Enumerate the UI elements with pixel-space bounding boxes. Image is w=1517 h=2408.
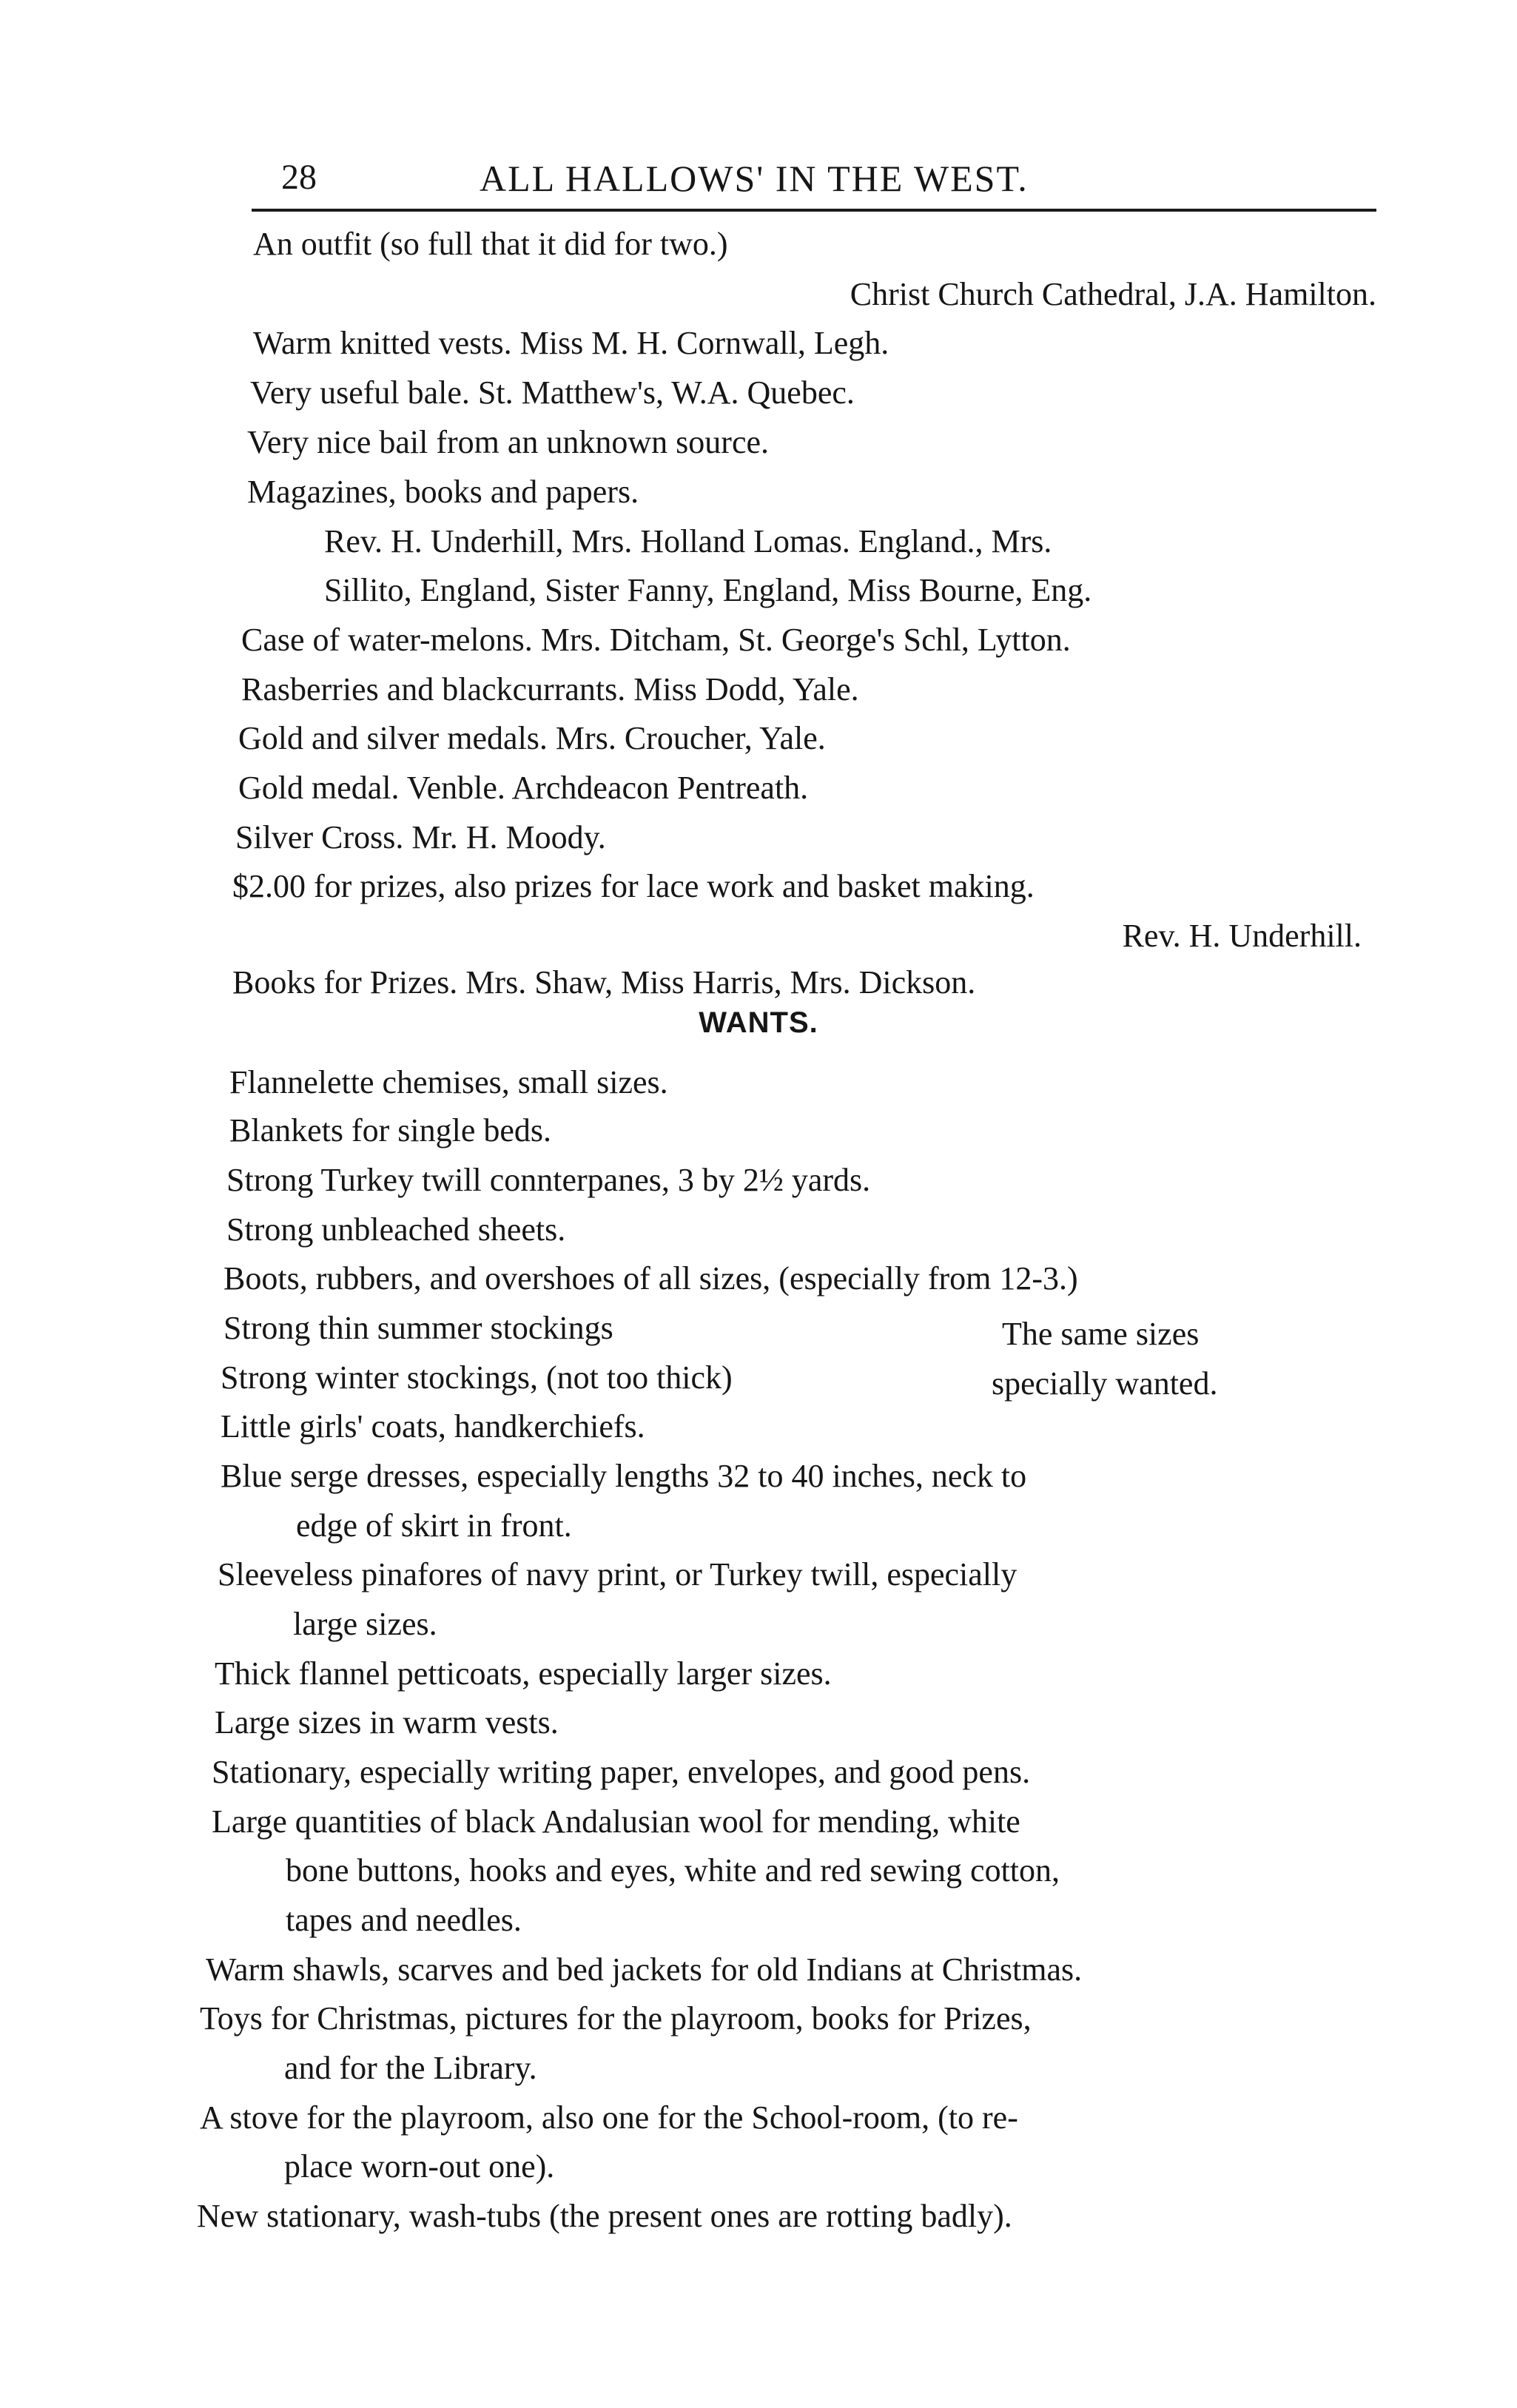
want-line: and for the Library.	[284, 2050, 537, 2086]
donation-line: Gold and silver medals. Mrs. Croucher, Yale.	[238, 720, 826, 756]
donation-line: Christ Church Cathedral, J.A. Hamilton.	[850, 276, 1376, 312]
want-line: Warm shawls, scarves and bed jackets for old Indians at Christmas.	[206, 1951, 1083, 1988]
want-line: Strong thin summer stockings	[223, 1310, 613, 1346]
donation-line: Magazines, books and papers.	[247, 474, 639, 510]
donation-line: Rev. H. Underhill, Mrs. Holland Lomas. England., Mrs.	[324, 523, 1052, 559]
donation-line: Gold medal. Venble. Archdeacon Pentreath.	[238, 770, 809, 806]
donation-line: Silver Cross. Mr. H. Moody.	[235, 819, 606, 855]
donation-line: An outfit (so full that it did for two.)	[253, 226, 728, 262]
want-line: Toys for Christmas, pictures for the playroom, books for Prizes,	[200, 2000, 1032, 2037]
want-line: place worn-out one).	[284, 2148, 555, 2185]
want-line: Thick flannel petticoats, especially larger sizes.	[215, 1655, 832, 1692]
want-line: Blankets for single beds.	[229, 1112, 552, 1148]
want-line: Boots, rubbers, and overshoes of all sizes, (especially from 12-3.)	[223, 1260, 1078, 1297]
want-line: Flannelette chemises, small sizes.	[229, 1064, 668, 1100]
want-line: Strong unbleached sheets.	[226, 1211, 566, 1248]
want-line: edge of skirt in front.	[296, 1507, 572, 1544]
want-line: Strong winter stockings, (not too thick)	[221, 1359, 733, 1396]
donation-line: $2.00 for prizes, also prizes for lace work and basket making.	[232, 868, 1035, 904]
want-line: Large sizes in warm vests.	[215, 1704, 559, 1741]
want-line: A stove for the playroom, also one for the School-room, (to re-	[200, 2099, 1018, 2136]
donation-line: Case of water-melons. Mrs. Ditcham, St. George's Schl, Lytton.	[241, 622, 1071, 658]
want-line: Blue serge dresses, especially lengths 32 to 40 inches, neck to	[221, 1458, 1027, 1494]
donation-line: Rasberries and blackcurrants. Miss Dodd, Yale.	[241, 671, 859, 707]
running-title: ALL HALLOWS' IN THE WEST.	[480, 158, 1029, 199]
donation-line: Sillito, England, Sister Fanny, England, Miss Bourne, Eng.	[324, 572, 1092, 608]
donation-line: Very nice bail from an unknown source.	[247, 424, 770, 460]
donation-line: Rev. H. Underhill.	[1122, 918, 1362, 954]
page-header	[252, 147, 1376, 212]
donation-line: Books for Prizes. Mrs. Shaw, Miss Harris, Mrs. Dickson.	[232, 964, 976, 1000]
want-line: New stationary, wash-tubs (the present ones are rotting badly).	[197, 2198, 1012, 2234]
want-line: specially wanted.	[992, 1365, 1218, 1402]
want-line: Little girls' coats, handkerchiefs.	[221, 1408, 645, 1445]
want-line: large sizes.	[293, 1606, 437, 1642]
want-line: tapes and needles.	[286, 1902, 522, 1938]
want-line: bone buttons, hooks and eyes, white and red sewing cotton,	[286, 1852, 1060, 1889]
want-line: Stationary, especially writing paper, envelopes, and good pens.	[212, 1754, 1031, 1790]
donation-line: Very useful bale. St. Matthew's, W.A. Quebec.	[250, 374, 855, 411]
want-line: Strong Turkey twill connterpanes, 3 by 2½ yards.	[226, 1162, 871, 1198]
want-line: Large quantities of black Andalusian wool for mending, white	[212, 1803, 1020, 1840]
donation-line: Warm knitted vests. Miss M. H. Cornwall, Legh.	[253, 325, 889, 361]
page-number: 28	[281, 158, 317, 197]
want-line: The same sizes	[1002, 1316, 1200, 1352]
section-heading-wants: WANTS.	[699, 1006, 818, 1039]
want-line: Sleeveless pinafores of navy print, or Turkey twill, especially	[218, 1556, 1018, 1593]
